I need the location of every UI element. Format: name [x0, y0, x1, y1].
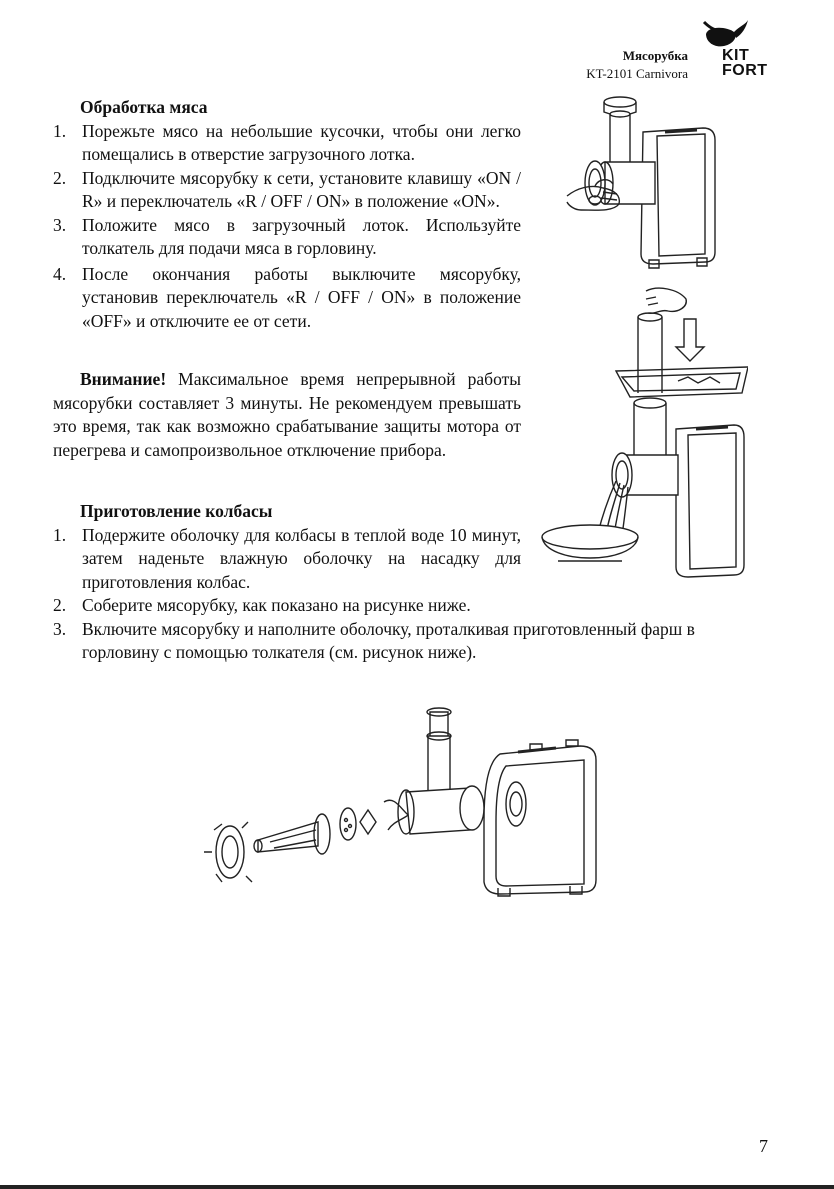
list-item-text: Положите мясо в загрузочный лоток. Используйте толкатель для подачи мяса в горловину.: [82, 214, 521, 258]
list-item-text: Порежьте мясо на небольшие кусочки, чтобы они легко помещались в отверстие загрузочного лотка.: [82, 120, 521, 164]
grinder-hand-illustration: [565, 92, 735, 272]
list-item-number: 3.: [53, 618, 67, 639]
list-item: [53, 214, 521, 261]
meat-heading: Обработка мяса: [80, 97, 208, 117]
header-model: KT-2101 Carnivora: [586, 66, 688, 81]
list-item-number: 1.: [53, 120, 67, 141]
sausage-assembly-illustration: [200, 700, 620, 900]
list-item-number: 4.: [53, 263, 67, 284]
list-item-text: Соберите мясорубку, как показано на рисунке ниже.: [82, 595, 471, 615]
header-title: Мясорубка: [622, 48, 688, 63]
warning-block: [53, 368, 521, 462]
list-item-text: Включите мясорубку и наполните оболочку, проталкивая приготовленный фарш в горловину с помощью толкателя (см. рисунок ниже).: [82, 618, 695, 662]
list-item: [53, 618, 768, 665]
list-item-text: Подержите оболочку для колбасы в теплой воде 10 минут, затем наденьте влажную оболочку на насадку для приготовления колбас.: [82, 524, 521, 592]
list-item: [53, 524, 521, 595]
logo-line-2: FORT: [722, 62, 768, 79]
warning-paragraph: [53, 368, 521, 462]
meat-steps-list: [53, 120, 521, 334]
list-item-number: 2.: [53, 595, 67, 615]
warning-text: Максимальное время непрерывной работы мясорубки составляет 3 минуты. Не рекомендуем превышать это время, так как возможно срабатывание защиты мотора от перегрева и самопроизвольное отключение прибора.: [53, 369, 521, 460]
list-item: [53, 263, 521, 334]
list-item: [53, 120, 521, 167]
warning-label: Внимание!: [80, 369, 167, 389]
meat-section: [53, 96, 521, 333]
list-item-number: 3.: [53, 214, 67, 235]
list-item-number: 2.: [53, 167, 67, 188]
page-number: 7: [759, 1136, 768, 1156]
grinder-pusher-illustration: [538, 285, 748, 581]
sausage-heading: Приготовление колбасы: [80, 501, 273, 521]
list-item-number: 1.: [53, 524, 67, 545]
list-item-text: Подключите мясорубку к сети, установите клавишу «ON / R» и переключатель «R / OFF / ON» в положение «ON».: [82, 167, 521, 211]
bottom-border: [0, 1185, 834, 1189]
logo-line-1: KIT: [722, 47, 750, 64]
list-item: [53, 594, 768, 618]
kitfort-logo-icon: [700, 18, 776, 84]
list-item-text: После окончания работы выключите мясорубку, установив переключатель «R / OFF / ON» в положение «OFF» и отключите ее от сети.: [82, 263, 521, 331]
list-item: [53, 167, 521, 214]
